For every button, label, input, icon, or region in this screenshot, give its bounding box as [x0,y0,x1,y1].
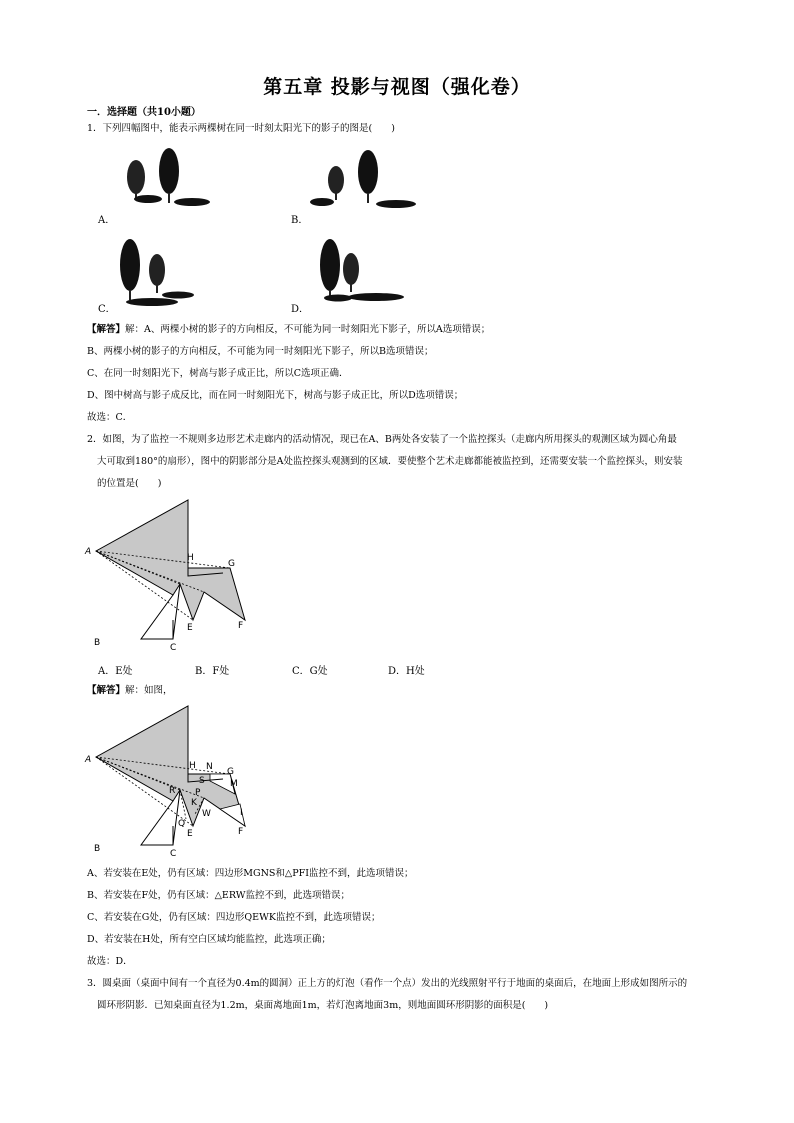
q2-fig-label-c: C [170,643,177,653]
q1-option-c: C． [98,304,116,315]
q2-ans-label-f: F [238,827,244,837]
q2-ans-label-b: B [94,844,101,854]
q2-ans-label-r: R [169,786,176,796]
q1-option-a: A． [98,215,116,226]
q2-conclusion: 故选：D． [87,956,133,967]
q1-figure-c [110,235,220,310]
q2-fig-label-a: A [85,547,92,557]
q1-answer-line-2: B、两棵小树的影子的方向相反，不可能为同一时刻阳光下影子，所以B选项错误； [87,346,434,357]
q2-ans-label-q: Q [178,819,186,829]
q1-figure-d [310,235,420,310]
q2-answer-intro: 【解答】解：如图， [87,685,173,696]
q2-ans-label-p: P [195,788,201,798]
page-title: 第五章 投影与视图（强化卷） [263,76,531,98]
q2-stem-line-1: 2．如图，为了监控一不规则多边形艺术走廊内的活动情况，现已在A、B两处各安装了一个监控探头（走廊内所用探头的观测区域为圆心角最 [87,434,677,445]
q2-fig-label-f: F [238,621,244,631]
q2-option-d: D．H处 [388,666,425,677]
q2-fig-label-e: E [187,623,193,633]
q2-ans-label-g: G [227,767,234,777]
q2-ans-label-e: E [187,829,193,839]
q2-option-a: A．E处 [98,666,133,677]
q2-stem-line-3: 的位置是( ) [97,478,162,489]
q2-ans-label-s: S [199,776,205,786]
q3-stem-line-2: 圆环形阴影．已知桌面直径为1.2m，桌面离地面1m，若灯泡离地面3m，则地面圆环形阴影的面积是( ) [97,1000,549,1011]
q2-ans-label-n: N [206,762,213,772]
q1-option-b: B． [291,215,309,226]
q2-figure [80,498,270,658]
q3-stem-line-1: 3．圆桌面（桌面中间有一个直径为0.4m的圆洞）正上方的灯泡（看作一个点）发出的光线照射平行于地面的桌面后，在地面上形成如图所示的 [87,978,688,989]
q2-ans-label-w: W [202,809,211,819]
q2-ans-label-c: C [170,849,177,859]
q2-stem-line-2: 大可取到180°的扇形），图中的阴影部分是A处监控探头观测到的区域．要使整个艺术走廊都能被监控到，还需要安装一个监控探头，则安装 [97,456,683,467]
q2-fig-label-b: B [94,638,101,648]
q2-ans-label-h: H [189,761,196,771]
q1-conclusion: 故选：C． [87,412,133,423]
q2-ans-label-m: M [230,779,238,789]
q2-fig-label-h: H [187,553,194,563]
q1-stem: 1．下列四幅图中，能表示两棵树在同一时刻太阳光下的影子的图是( ) [87,123,395,134]
q2-answer-line-1: A、若安装在E处，仍有区域：四边形MGNS和△PFI监控不到，此选项错误； [87,868,414,879]
q2-ans-label-k: K [191,798,197,808]
q1-figure-a [110,148,220,218]
q2-option-b: B．F处 [195,666,230,677]
q2-answer-line-4: D、若安装在H处，所有空白区域均能监控，此选项正确； [87,934,331,945]
q2-ans-label-a: A [85,755,92,765]
q1-answer-line-4: D、图中树高与影子成反比，而在同一时刻阳光下，树高与影子成正比，所以D选项错误； [87,390,464,401]
q2-fig-label-g: G [228,559,235,569]
q2-ans-label-i: I [240,808,243,818]
q1-option-d: D． [291,304,310,315]
section-heading: 一．选择题（共10小题） [87,107,201,118]
q2-answer-line-3: C、若安装在G处，仍有区域：四边形QEWK监控不到，此选项错误； [87,912,381,923]
q1-figure-b [310,148,420,218]
q1-answer-tag: 【解答】 [87,324,126,335]
q2-answer-tag: 【解答】 [87,685,126,696]
q2-option-c: C．G处 [292,666,328,677]
q2-answer-line-2: B、若安装在F处，仍有区域：△ERW监控不到，此选项错误； [87,890,351,901]
q2-answer-figure [80,704,270,864]
q1-answer-line-3: C、在同一时刻阳光下，树高与影子成正比，所以C选项正确． [87,368,349,379]
q1-answer-line-1: 【解答】解：A、两棵小树的影子的方向相反，不可能为同一时刻阳光下影子，所以A选项错误； [87,324,491,335]
